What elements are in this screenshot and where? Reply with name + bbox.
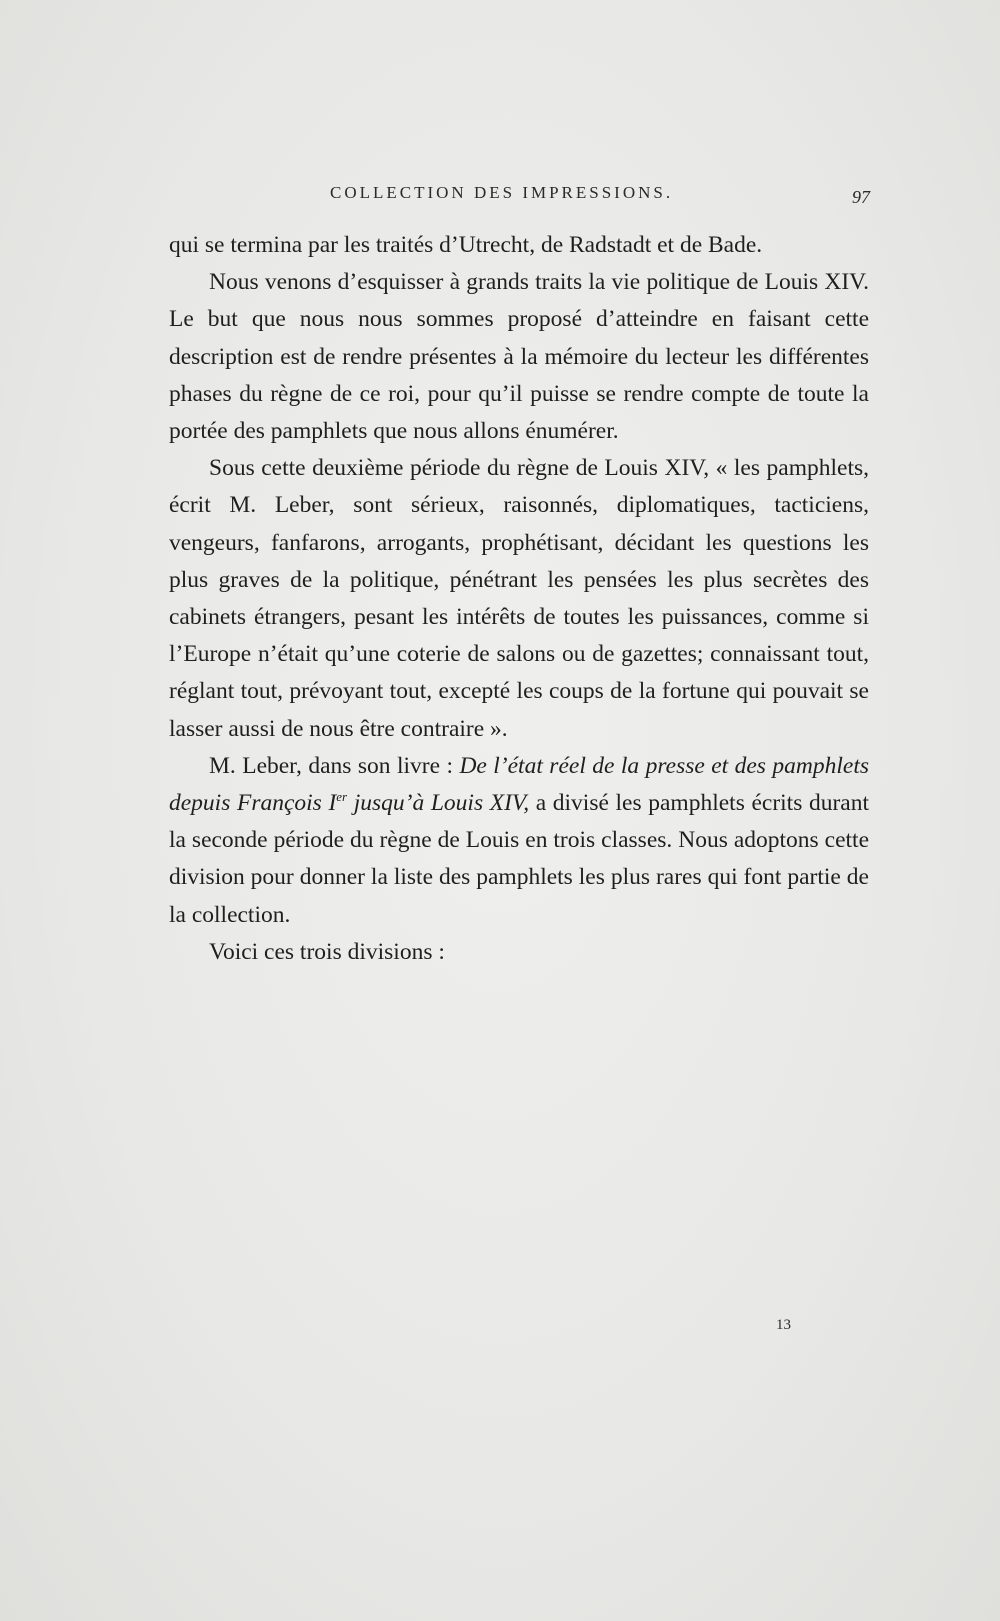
paragraph-2: Nous venons d’esquisser à grands traits la vie politique de Louis XIV. Le but que nous nous sommes proposé d’atteindre en faisant cette description est de rendre présentes à la mémoire du lecteur les différentes phases du règne de ce roi, pour qu’il puisse se rendre compte de toute la portée des pamphlets que nous allons énumérer. [169, 269, 869, 445]
book-title-part-1: De l’état réel de la presse et des pamphlets depuis François I [169, 752, 869, 817]
body-text [169, 227, 869, 971]
running-title: COLLECTION DES IMPRESSIONS. [330, 183, 674, 202]
paragraph-1: qui se termina par les traités d’Utrecht, de Radstadt et de Bade. [169, 232, 763, 258]
book-title-superscript: er [336, 789, 348, 805]
running-head [170, 183, 870, 213]
paragraph-4-intro: M. Leber, dans son livre : [209, 752, 460, 779]
paragraph-4-rest: a divisé les pamphlets écrits durant la seconde période du règne de Louis en trois classes. Nous adoptons cette division pour donner la liste des pamphlets les plus rares qui font partie de la collection. [169, 790, 870, 928]
paragraph-4 [169, 748, 869, 934]
paragraph-3: Sous cette deuxième période du règne de Louis XIV, « les pamphlets, écrit M. Leber, sont sérieux, raisonnés, diplomatiques, tacticiens, vengeurs, fanfarons, arrogants, prophétisant, décidant les questions les plus graves de la politique, pénétrant les pensées les plus secrètes des cabinets étrangers, pesant les intérêts de toutes les puissances, comme si l’Europe n’était qu’une coterie de salons ou de gazettes; connaissant tout, réglant tout, prévoyant tout, excepté les coups de la fortune qui pouvait se lasser aussi de nous être contraire ». [169, 455, 869, 742]
paragraph-5: Voici ces trois divisions : [209, 938, 445, 965]
book-title-part-2: jusqu’à Louis XIV, [347, 790, 530, 817]
signature-mark: 13 [776, 1317, 791, 1333]
page-number: 97 [852, 187, 870, 207]
